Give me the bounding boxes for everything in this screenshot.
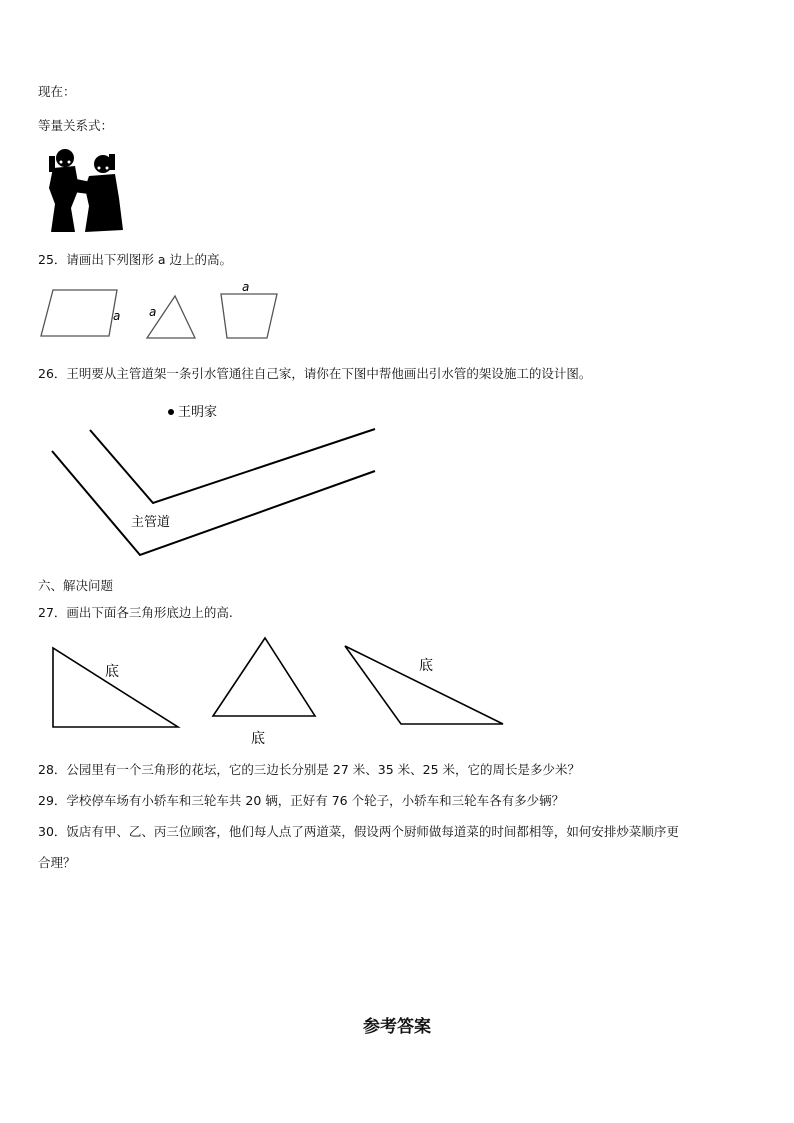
question-30-line1: 30．饭店有甲、乙、丙三位顾客，他们每人点了两道菜，假设两个厨师做每道菜的时间都相等，如何安排炒菜顺序更 <box>38 824 679 839</box>
pipe-upper-edge <box>90 429 375 503</box>
question-27: 27．画出下面各三角形底边上的高. <box>38 605 233 620</box>
question-28: 28．公园里有一个三角形的花坛，它的三边长分别是 27 米、35 米、25 米，它的周长是多少米？ <box>38 762 581 777</box>
home-label: 王明家 <box>178 405 218 420</box>
question-30-line2: 合理？ <box>38 855 76 870</box>
now-label: 现在： <box>38 84 76 99</box>
acute-triangle <box>213 638 315 716</box>
fig26-pipe-diagram <box>40 395 385 565</box>
question-25: 25．请画出下列图形 a 边上的高。 <box>38 252 233 267</box>
label-a-trapezoid: a <box>242 280 250 294</box>
parallelogram <box>41 290 117 336</box>
right-triangle <box>53 648 178 727</box>
base-label-2: 底 <box>251 731 265 747</box>
home-point <box>168 409 174 415</box>
pipe-label: 主管道 <box>131 515 171 530</box>
section-6-title: 六、解决问题 <box>38 578 114 593</box>
equation-label: 等量关系式： <box>38 118 114 133</box>
pipe-lower-edge <box>52 451 375 555</box>
question-29: 29．学校停车场有小轿车和三轮车共 20 辆，正好有 76 个轮子，小轿车和三轮车各有多少辆？ <box>38 793 565 808</box>
base-label-3: 底 <box>419 658 433 674</box>
figures-silhouette-image <box>45 148 127 236</box>
label-a-triangle: a <box>149 305 157 319</box>
base-label-1: 底 <box>105 664 119 680</box>
fig25-shapes <box>35 278 295 343</box>
question-26: 26．王明要从主管道架一条引水管通往自己家，请你在下图中帮他画出引水管的架设施工的设计图。 <box>38 366 592 381</box>
label-a-parallelogram: a <box>113 309 121 323</box>
answers-title: 参考答案 <box>363 1017 431 1037</box>
fig27-triangles <box>45 632 515 750</box>
trapezoid <box>221 294 277 338</box>
